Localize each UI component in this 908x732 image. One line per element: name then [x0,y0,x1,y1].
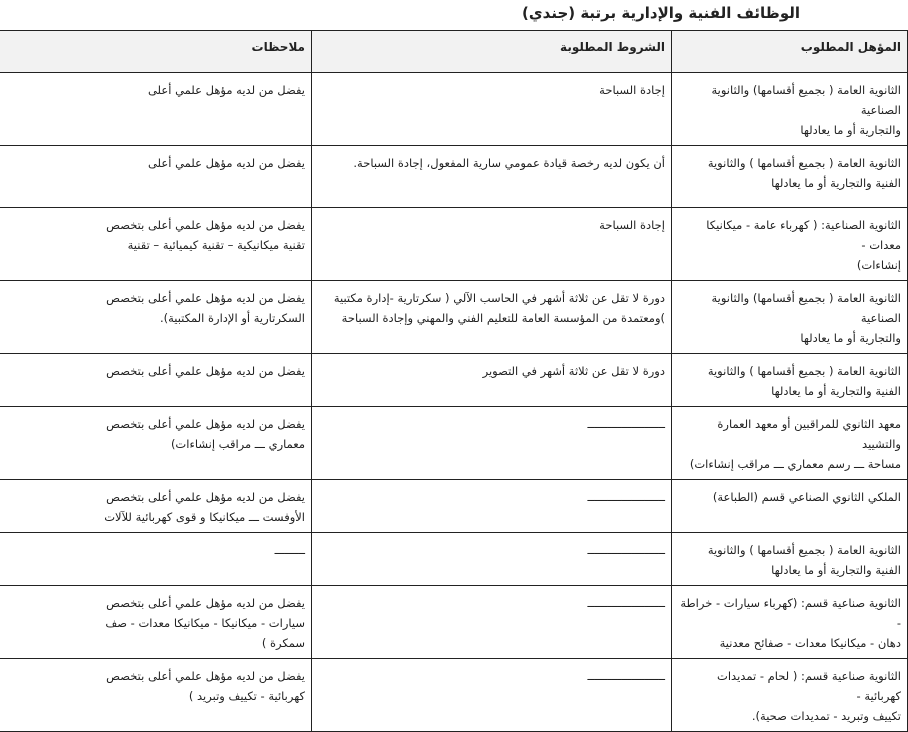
page-title: الوظائف الفنية والإدارية برتبة (جندي) [522,4,800,22]
cell-conditions: إجادة السباحة [312,73,672,146]
cell-notes: يفضل من لديه مؤهل علمي أعلى [0,73,312,146]
cell-conditions: دورة لا تقل عن ثلاثة أشهر في الحاسب الآلي ( سكرتارية -إدارة مكتبية )ومعتمدة من المؤسسة العامة للتعليم الفني والمهني وإجادة السباحة [312,281,672,354]
cell-qualification: الثانوية العامة ( بجميع أقسامها ) والثانوية الفنية والتجارية أو ما يعادلها [672,533,908,586]
cell-notes: ـــــــــ [0,533,312,586]
header-conditions: الشروط المطلوبة [312,31,672,73]
cell-qualification: الملكي الثانوي الصناعي قسم (الطباعة) [672,480,908,533]
cell-conditions: ـــــــــــــــــــــــ [312,659,672,732]
cell-qualification: الثانوية صناعية قسم: ( لحام - تمديدات كهربائية - تكييف وتبريد - تمديدات صحية). [672,659,908,732]
cell-qualification: الثانوية العامة ( بجميع أقسامها) والثانوية الصناعية والتجارية أو ما يعادلها [672,281,908,354]
cell-notes: يفضل من لديه مؤهل علمي أعلى بتخصص [0,354,312,407]
table-row [0,586,908,659]
cell-qualification: الثانوية العامة ( بجميع أقسامها) والثانوية الصناعية والتجارية أو ما يعادلها [672,73,908,146]
cell-qualification: الثانوية الصناعية: ( كهرباء عامة - ميكانيكا معدات - إنشاءات) [672,208,908,281]
cell-notes: يفضل من لديه مؤهل علمي أعلى بتخصص معماري ـــ مراقب إنشاءات) [0,407,312,480]
table-row [0,407,908,480]
table-row [0,480,908,533]
cell-notes: يفضل من لديه مؤهل علمي أعلى بتخصص الأوفست ـــ ميكانيكا و قوى كهربائية للآلات [0,480,312,533]
cell-conditions: دورة لا تقل عن ثلاثة أشهر في التصوير [312,354,672,407]
cell-qualification: الثانوية العامة ( بجميع أقسامها ) والثانوية الفنية والتجارية أو ما يعادلها [672,146,908,208]
table-row [0,533,908,586]
table-row [0,208,908,281]
cell-conditions: ـــــــــــــــــــــــ [312,586,672,659]
table-row [0,354,908,407]
cell-notes: يفضل من لديه مؤهل علمي أعلى [0,146,312,208]
table-row [0,146,908,208]
cell-qualification: معهد الثانوي للمراقبين أو معهد العمارة والتشييد مساحة ـــ رسم معماري ـــ مراقب إنشاءات) [672,407,908,480]
table-row [0,281,908,354]
table-header-row [0,31,908,73]
cell-conditions: أن يكون لديه رخصة قيادة عمومي سارية المفعول، إجادة السباحة. [312,146,672,208]
header-notes: ملاحظات [0,31,312,73]
cell-qualification: الثانوية العامة ( بجميع أقسامها ) والثانوية الفنية والتجارية أو ما يعادلها [672,354,908,407]
table-row [0,73,908,146]
table-row [0,659,908,732]
cell-conditions: ـــــــــــــــــــــــ [312,533,672,586]
header-qualification: المؤهل المطلوب [672,31,908,73]
cell-qualification: الثانوية صناعية قسم: (كهرباء سيارات - خراطة - دهان - ميكانيكا معدات - صفائح معدنية [672,586,908,659]
cell-conditions: إجادة السباحة [312,208,672,281]
cell-notes: يفضل من لديه مؤهل علمي أعلى بتخصص كهربائية - تكييف وتبريد ) [0,659,312,732]
cell-conditions: ـــــــــــــــــــــــ [312,480,672,533]
cell-notes: يفضل من لديه مؤهل علمي أعلى بتخصص تقنية ميكانيكية – تقنية كيميائية – تقنية [0,208,312,281]
requirements-table [0,30,908,732]
cell-notes: يفضل من لديه مؤهل علمي أعلى بتخصص سيارات - ميكانيكا - ميكانيكا معدات - صف سمكرة ) [0,586,312,659]
cell-conditions: ـــــــــــــــــــــــ [312,407,672,480]
cell-notes: يفضل من لديه مؤهل علمي أعلى بتخصص السكرتارية أو الإدارة المكتبية). [0,281,312,354]
